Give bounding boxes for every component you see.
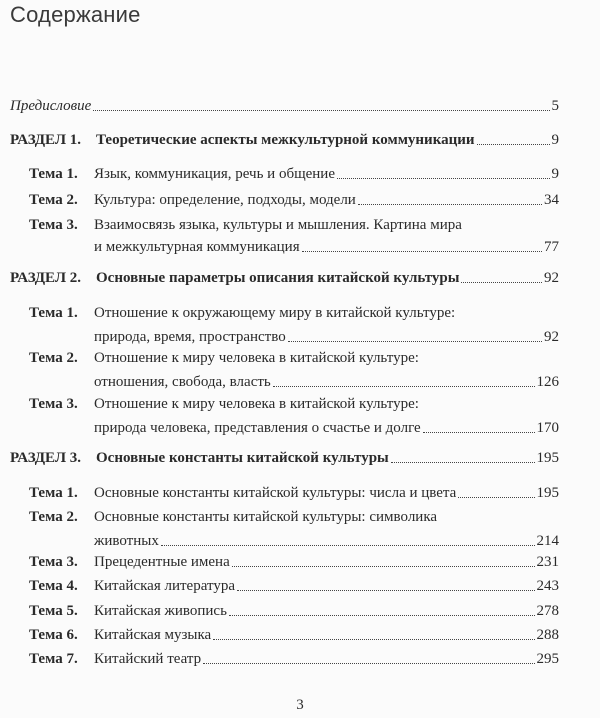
toc-label: Тема 5.: [29, 603, 78, 619]
dot-leader: [273, 386, 535, 387]
toc-page-number: 278: [536, 603, 559, 619]
toc-page-number: 9: [551, 166, 559, 182]
toc-topic-entry: [94, 391, 559, 413]
toc-topic-entry: [94, 480, 559, 502]
dot-leader: [203, 663, 534, 664]
toc-page-number: 214: [536, 533, 559, 549]
toc-page-number: 34: [544, 192, 559, 208]
toc-topic-entry: [94, 300, 559, 322]
toc-topic-entry: [94, 187, 559, 209]
toc-entry-preface: [10, 93, 559, 115]
toc-label: РАЗДЕЛ 3.: [10, 450, 82, 466]
dot-leader: [302, 251, 542, 252]
toc-entry-text: и межкультурная коммуникация: [94, 239, 300, 255]
page-number: 3: [296, 697, 304, 713]
toc-page-number: 5: [551, 98, 559, 114]
toc-entry-text: природа человека, представления о счастье и долге: [94, 420, 421, 436]
toc-page-number: 170: [536, 420, 559, 436]
toc-topic-entry: [94, 324, 559, 346]
toc-entry-text: Язык, коммуникация, речь и общение: [94, 166, 335, 182]
dot-leader: [288, 341, 542, 342]
toc-page-number: 9: [551, 132, 559, 148]
toc-page-number: 295: [536, 651, 559, 667]
toc-entry-text: Прецедентные имена: [94, 554, 230, 570]
toc-label: РАЗДЕЛ 2.: [10, 270, 82, 286]
toc-page-number: 231: [536, 554, 559, 570]
toc-page-number: 92: [544, 270, 559, 286]
toc-section-heading: [96, 127, 559, 149]
dot-leader: [461, 282, 542, 283]
toc-topic-entry: [94, 161, 559, 183]
dot-leader: [477, 144, 550, 145]
toc-label: Тема 2.: [29, 509, 78, 525]
toc-topic-entry: [94, 415, 559, 437]
dot-leader: [358, 204, 542, 205]
toc-topic-entry: [94, 528, 559, 550]
toc-entry-text: Основные константы китайской культуры: числа и цвета: [94, 485, 457, 501]
dot-leader: [423, 432, 535, 433]
toc-label: Тема 3.: [29, 554, 78, 570]
toc-topic-entry: [94, 234, 559, 256]
dot-leader: [213, 639, 534, 640]
toc-page-number: 243: [536, 578, 559, 594]
toc-entry-text: Предисловие: [10, 98, 92, 114]
toc-entry-text: Основные параметры описания китайской культуры: [96, 270, 460, 286]
toc-topic-entry: [94, 549, 559, 571]
toc-topic-entry: [94, 369, 559, 391]
toc-label: РАЗДЕЛ 1.: [10, 132, 82, 148]
dot-leader: [391, 462, 535, 463]
toc-entry-text: Отношение к окружающему миру в китайской культуре:: [94, 305, 456, 321]
toc-entry-text: отношения, свобода, власть: [94, 374, 271, 390]
toc-topic-entry: [94, 646, 559, 668]
toc-label: Тема 3.: [29, 217, 78, 233]
toc-entry-text: Китайский театр: [94, 651, 202, 667]
page-title: Содержание: [10, 2, 141, 27]
toc-topic-entry: [94, 345, 559, 367]
toc-entry-text: животных: [94, 533, 159, 549]
toc-label: Тема 6.: [29, 627, 78, 643]
toc-topic-entry: [94, 212, 559, 234]
toc-entry-text: Отношение к миру человека в китайской культуре:: [94, 350, 419, 366]
toc-entry-text: Отношение к миру человека в китайской культуре:: [94, 396, 419, 412]
toc-page-number: 126: [536, 374, 559, 390]
toc-topic-entry: [94, 622, 559, 644]
toc-entry-text: Теоретические аспекты межкультурной коммуникации: [96, 132, 475, 148]
toc-entry-text: Китайская музыка: [94, 627, 212, 643]
dot-leader: [232, 566, 535, 567]
toc-topic-entry: [94, 598, 559, 620]
dot-leader: [337, 178, 550, 179]
toc-entry-text: Основные константы китайской культуры: [96, 450, 389, 466]
toc-entry-text: природа, время, пространство: [94, 329, 286, 345]
dot-leader: [161, 545, 535, 546]
toc-page-number: 288: [536, 627, 559, 643]
toc-label: Тема 7.: [29, 651, 78, 667]
dot-leader: [458, 497, 534, 498]
toc-label: Тема 2.: [29, 350, 78, 366]
toc-entry-text: Культура: определение, подходы, модели: [94, 192, 356, 208]
toc-page-number: 77: [544, 239, 559, 255]
dot-leader: [237, 590, 535, 591]
toc-page-number: 92: [544, 329, 559, 345]
toc-section-heading: [96, 445, 559, 467]
toc-entry-text: Взаимосвязь языка, культуры и мышления. Картина мира: [94, 217, 462, 233]
toc-entry-text: Китайская живопись: [94, 603, 227, 619]
toc-topic-entry: [94, 573, 559, 595]
toc-label: Тема 4.: [29, 578, 78, 594]
dot-leader: [229, 615, 535, 616]
toc-page-number: 195: [536, 485, 559, 501]
toc-label: Тема 1.: [29, 305, 78, 321]
toc-label: Тема 1.: [29, 485, 78, 501]
toc-entry-text: Китайская литература: [94, 578, 235, 594]
dot-leader: [93, 110, 549, 111]
toc-entry-text: Основные константы китайской культуры: символика: [94, 509, 438, 525]
toc-topic-entry: [94, 504, 559, 526]
toc-section-heading: [96, 265, 559, 287]
toc-label: Тема 1.: [29, 166, 78, 182]
toc-label: Тема 2.: [29, 192, 78, 208]
toc-label: Тема 3.: [29, 396, 78, 412]
toc-page-number: 195: [536, 450, 559, 466]
